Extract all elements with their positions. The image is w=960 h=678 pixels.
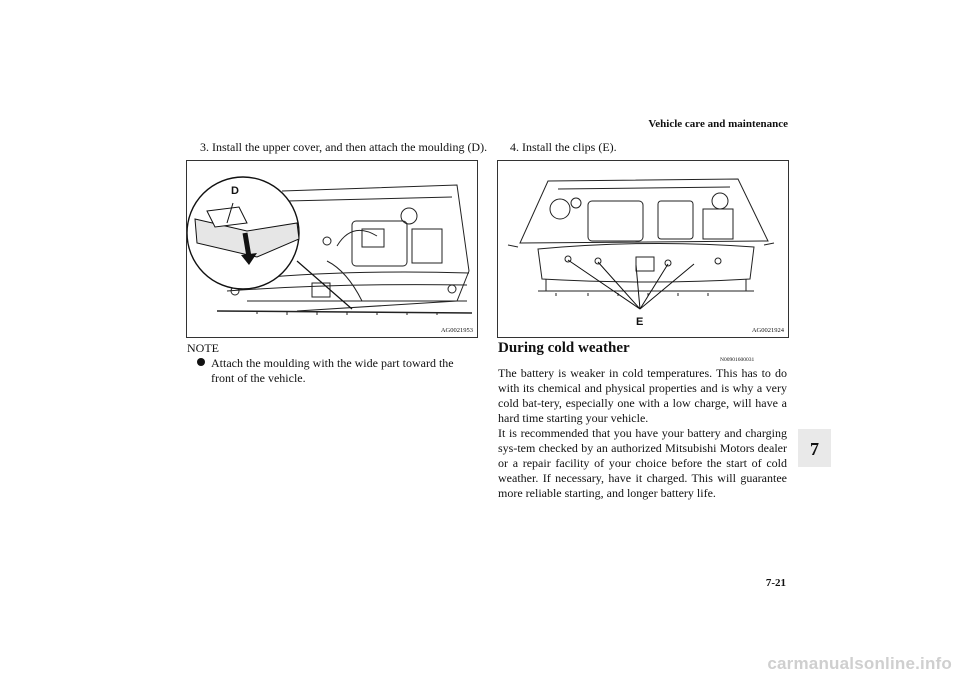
section-paragraph-2: It is recommended that you have your battery and charging sys-tem checked by an authorized Mitsubishi Motors dealer or a repair facility of your choice before the start of cold weather. If necessary, have it charged. This will guarantee more reliable starting, and longer battery life. bbox=[498, 426, 787, 500]
callout-e-label: E bbox=[636, 316, 644, 328]
figure-code-left: AG0021953 bbox=[440, 327, 473, 334]
bullet-icon bbox=[197, 358, 205, 366]
section-code: N00901600031 bbox=[720, 357, 755, 363]
figure-clips-install bbox=[497, 160, 789, 338]
section-body bbox=[498, 366, 787, 501]
engine-bay-illustration-right bbox=[498, 161, 788, 337]
section-paragraph-1: The battery is weaker in cold temperatures. This has to do with its chemical and physical properties and is why a very cold bat-tery, especially one with a low charge, will have a hard time starting your vehicle. bbox=[498, 366, 787, 425]
note-item bbox=[187, 356, 477, 386]
step-4-text: 4. Install the clips (E). bbox=[510, 140, 617, 154]
page-number: 7-21 bbox=[765, 577, 786, 589]
running-header: Vehicle care and maintenance bbox=[648, 118, 788, 130]
section-title: During cold weather bbox=[498, 340, 630, 356]
callout-d-label: D bbox=[231, 185, 239, 197]
figure-code-right: AG0021924 bbox=[751, 327, 784, 334]
watermark[interactable]: carmanualsonline.info bbox=[767, 654, 952, 673]
step-3-text: 3. Install the upper cover, and then attach the moulding (D). bbox=[200, 140, 488, 154]
figure-moulding-install bbox=[186, 160, 478, 338]
note-text: Attach the moulding with the wide part toward the front of the vehicle. bbox=[211, 356, 454, 385]
chapter-tab: 7 bbox=[798, 429, 831, 467]
note-label: NOTE bbox=[187, 341, 219, 355]
